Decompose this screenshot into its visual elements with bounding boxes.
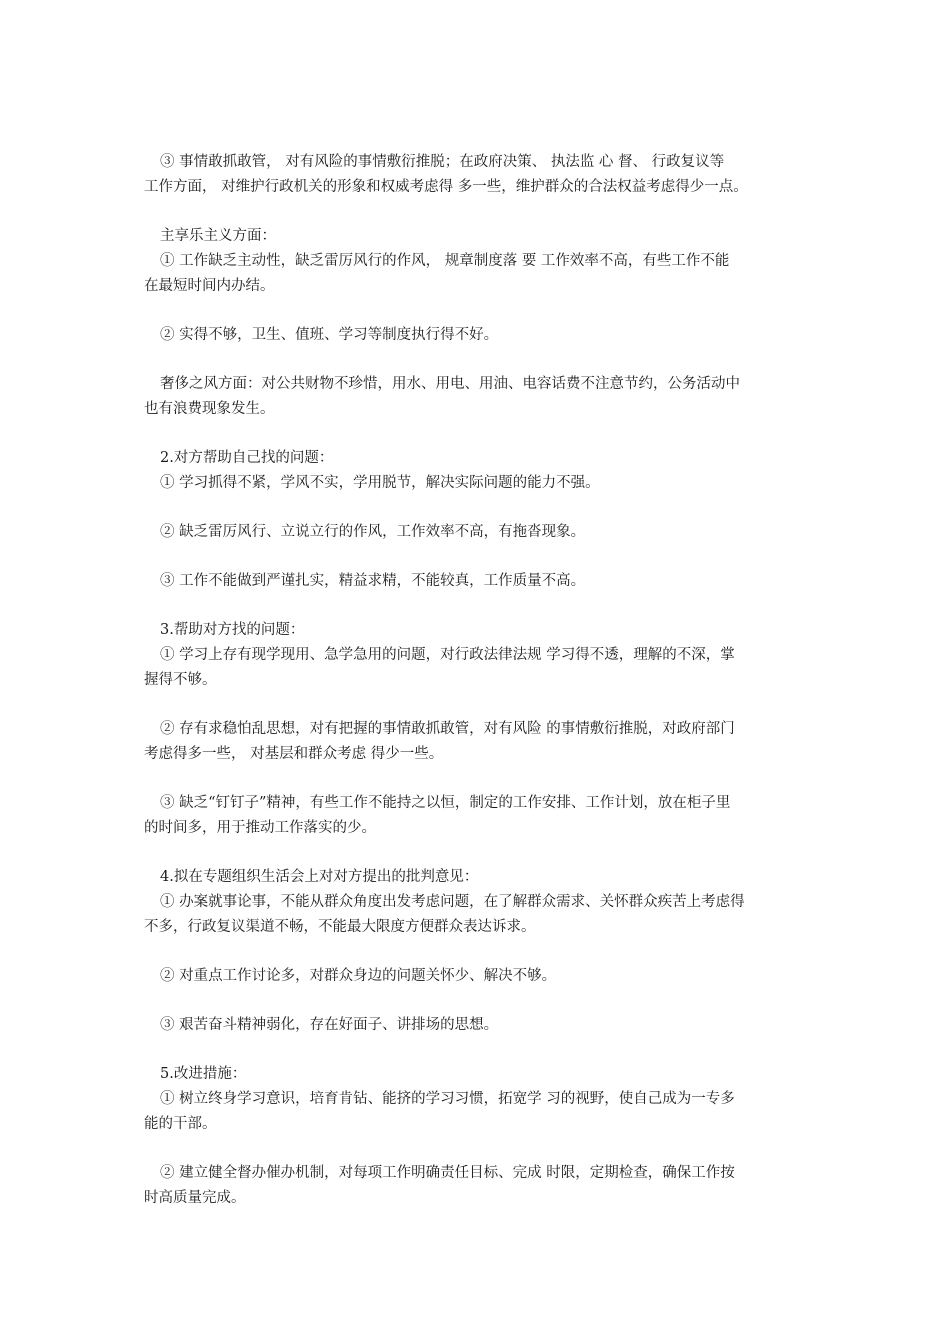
text-line: 能的干部。	[144, 1116, 217, 1132]
text-line: 也有浪费现象发生。	[144, 401, 275, 417]
text-line: ② 存有求稳怕乱思想，对有把握的事情敢抓敢管，对有风险 的事情敷衍推脱，对政府部门	[160, 721, 735, 737]
paragraph	[144, 1161, 806, 1211]
paragraph	[144, 1013, 806, 1038]
text-line: 2.对方帮助自己找的问题：	[160, 450, 334, 466]
paragraph	[144, 520, 806, 545]
text-line: ③ 工作不能做到严谨扎实，精益求精，不能较真，工作质量不高。	[160, 573, 586, 589]
paragraph	[144, 323, 806, 348]
text-line: ② 实得不够，卫生、值班、学习等制度执行得不好。	[160, 327, 499, 343]
text-line: 的时间多，用于推动工作落实的少。	[144, 820, 376, 836]
document-body	[144, 150, 806, 1235]
paragraph	[144, 150, 806, 200]
text-line: 时高质量完成。	[144, 1190, 246, 1206]
paragraph	[144, 618, 806, 693]
text-line: 5.改进措施：	[160, 1066, 247, 1082]
text-line: 考虑得多一些， 对基层和群众考虑 得少一些。	[144, 746, 444, 762]
paragraph	[144, 569, 806, 594]
paragraph	[144, 865, 806, 940]
text-line: ① 树立终身学习意识，培育肯钻、能挤的学习习惯，拓宽学 习的视野，使自己成为一专多	[160, 1091, 735, 1107]
text-line: ① 学习抓得不紧，学风不实，学用脱节，解决实际问题的能力不强。	[160, 475, 600, 491]
paragraph	[144, 224, 806, 299]
text-line: ③ 事情敢抓敢管， 对有风险的事情敷衍推脱；在政府决策、 执法监 心 督、 行政复议等	[160, 154, 725, 170]
text-line: 不多，行政复议渠道不畅，不能最大限度方便群众表达诉求。	[144, 919, 536, 935]
text-line: ① 学习上存有现学现用、急学急用的问题，对行政法律法规 学习得不透，理解的不深，掌	[160, 647, 735, 663]
text-line: ① 办案就事论事，不能从群众角度出发考虑问题，在了解群众需求、关怀群众疾苦上考虑得	[160, 894, 745, 910]
text-line: 在最短时间内办结。	[144, 278, 275, 294]
text-line: 4.拟在专题组织生活会上对对方提出的批判意见：	[160, 869, 479, 885]
text-line: 工作方面， 对维护行政机关的形象和权威考虑得 多一些，维护群众的合法权益考虑得少一点。	[144, 179, 748, 195]
text-line: ③ 缺乏“钉钉子”精神，有些工作不能持之以恒，制定的工作安排、工作计划，放在柜子里	[160, 795, 731, 811]
paragraph	[144, 446, 806, 496]
text-line: 3.帮助对方找的问题：	[160, 622, 305, 638]
text-line: ② 缺乏雷厉风行、立说立行的作风，工作效率不高，有拖沓现象。	[160, 524, 586, 540]
text-line: ② 建立健全督办催办机制，对每项工作明确责任目标、完成 时限，定期检查，确保工作按	[160, 1165, 735, 1181]
paragraph	[144, 717, 806, 767]
text-line: ① 工作缺乏主动性，缺乏雷厉风行的作风， 规章制度落 要 工作效率不高，有些工作不能	[160, 253, 730, 269]
paragraph	[144, 372, 806, 422]
paragraph	[144, 791, 806, 841]
paragraph	[144, 964, 806, 989]
text-line: 握得不够。	[144, 672, 217, 688]
paragraph	[144, 1062, 806, 1137]
text-line: 奢侈之风方面：对公共财物不珍惜，用水、用电、用油、电容话费不注意节约，公务活动中	[160, 376, 740, 392]
text-line: ③ 艰苦奋斗精神弱化，存在好面子、讲排场的思想。	[160, 1017, 499, 1033]
text-line: 主享乐主义方面：	[160, 228, 276, 244]
text-line: ② 对重点工作讨论多，对群众身边的问题关怀少、解决不够。	[160, 968, 557, 984]
